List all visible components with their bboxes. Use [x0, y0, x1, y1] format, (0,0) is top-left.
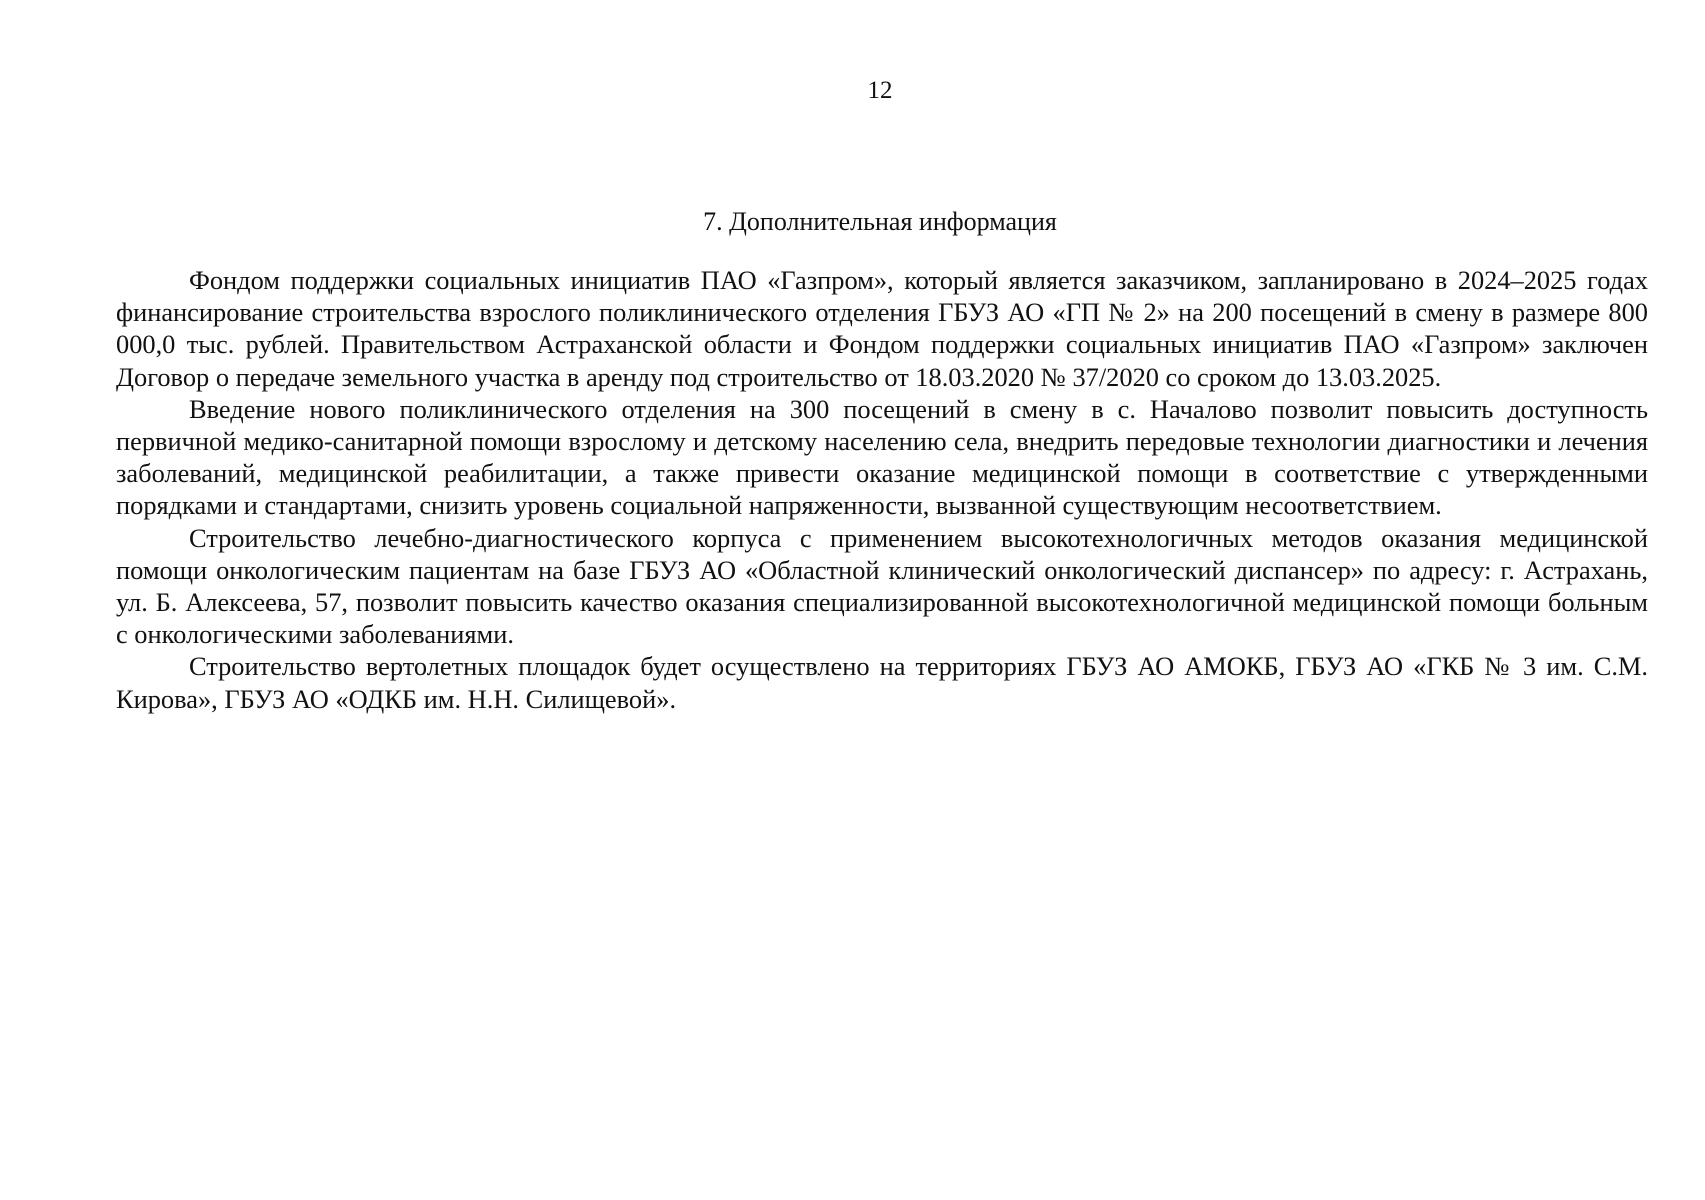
section-body — [116, 264, 1648, 715]
paragraph-oncology-building: Строительство лечебно-диагностического корпуса с применением высокотехнологичных методов оказания медицинской помощи онкологическим пациентам на базе ГБУЗ АО «Областной клинический онкологический диспансер» по адресу: г. Астрахань, ул. Б. Алексеева, 57, позволит повысить качество оказания специализированной высокотехнологичной медицинской помощи больным с онкологическими заболеваниями. — [116, 522, 1648, 650]
page-number: 12 — [867, 77, 893, 104]
section-title: 7. Дополнительная информация — [703, 207, 1057, 236]
paragraph-helipads: Строительство вертолетных площадок будет осуществлено на территориях ГБУЗ АО АМОКБ, ГБУЗ АО «ГКБ № 3 им. С.М. Кирова», ГБУЗ АО «ОДКБ им. Н.Н. Силищевой». — [116, 651, 1648, 714]
paragraph-gazprom-funding: Фондом поддержки социальных инициатив ПАО «Газпром», который является заказчиком, запланировано в 2024–2025 годах финансирование строительства взрослого поликлинического отделения ГБУЗ АО «ГП № 2» на 200 посещений в смену в размере 800 000,0 тыс. рублей. Правительством Астраханской области и Фондом поддержки социальных инициатив ПАО «Газпром» заключен Договор о передаче земельного участка в аренду под строительство от 18.03.2020 № 37/2020 со сроком до 13.03.2025. — [116, 265, 1648, 392]
paragraph-nachalovo-clinic: Введение нового поликлинического отделения на 300 посещений в смену в с. Началово позволит повысить доступность первичной медико-санитарной помощи взрослому и детскому населению села, внедрить передовые технологии диагностики и лечения заболеваний, медицинской реабилитации, а также привести оказание медицинской помощи в соответствие с утвержденными порядками и стандартами, снизить уровень социальной напряженности, вызванной существующим несоответствием. — [116, 393, 1648, 521]
